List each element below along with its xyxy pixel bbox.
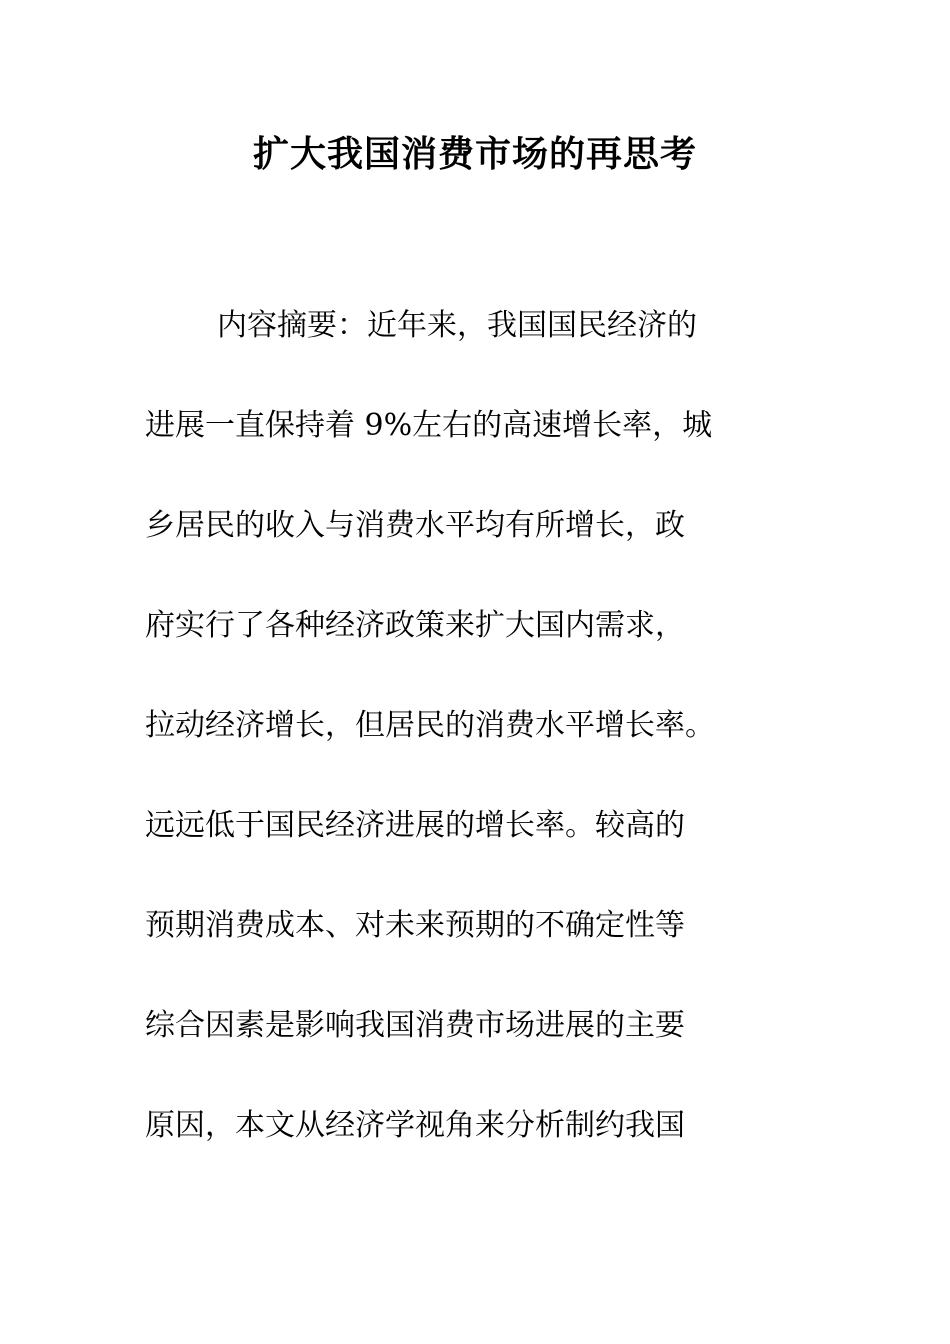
text-line: 原因，本文从经济学视角来分析制约我国: [145, 1108, 685, 1143]
text-line: 进展一直保持着 9%左右的高速增长率，城: [145, 408, 713, 443]
text-line: 远远低于国民经济进展的增长率。较高的: [145, 808, 685, 843]
text-line: 预期消费成本、对未来预期的不确定性等: [145, 908, 685, 943]
text-line: 内容摘要：近年来，我国国民经济的: [217, 308, 697, 343]
text-line: 乡居民的收入与消费水平均有所增长，政: [145, 508, 685, 543]
abstract-paragraph: [145, 300, 805, 1200]
text-line: 府实行了各种经济政策来扩大国内需求，: [145, 608, 685, 643]
text-line: 拉动经济增长，但居民的消费水平增长率。: [145, 708, 715, 743]
document-title: 扩大我国消费市场的再思考: [252, 133, 697, 175]
text-line: 综合因素是影响我国消费市场进展的主要: [145, 1008, 685, 1043]
